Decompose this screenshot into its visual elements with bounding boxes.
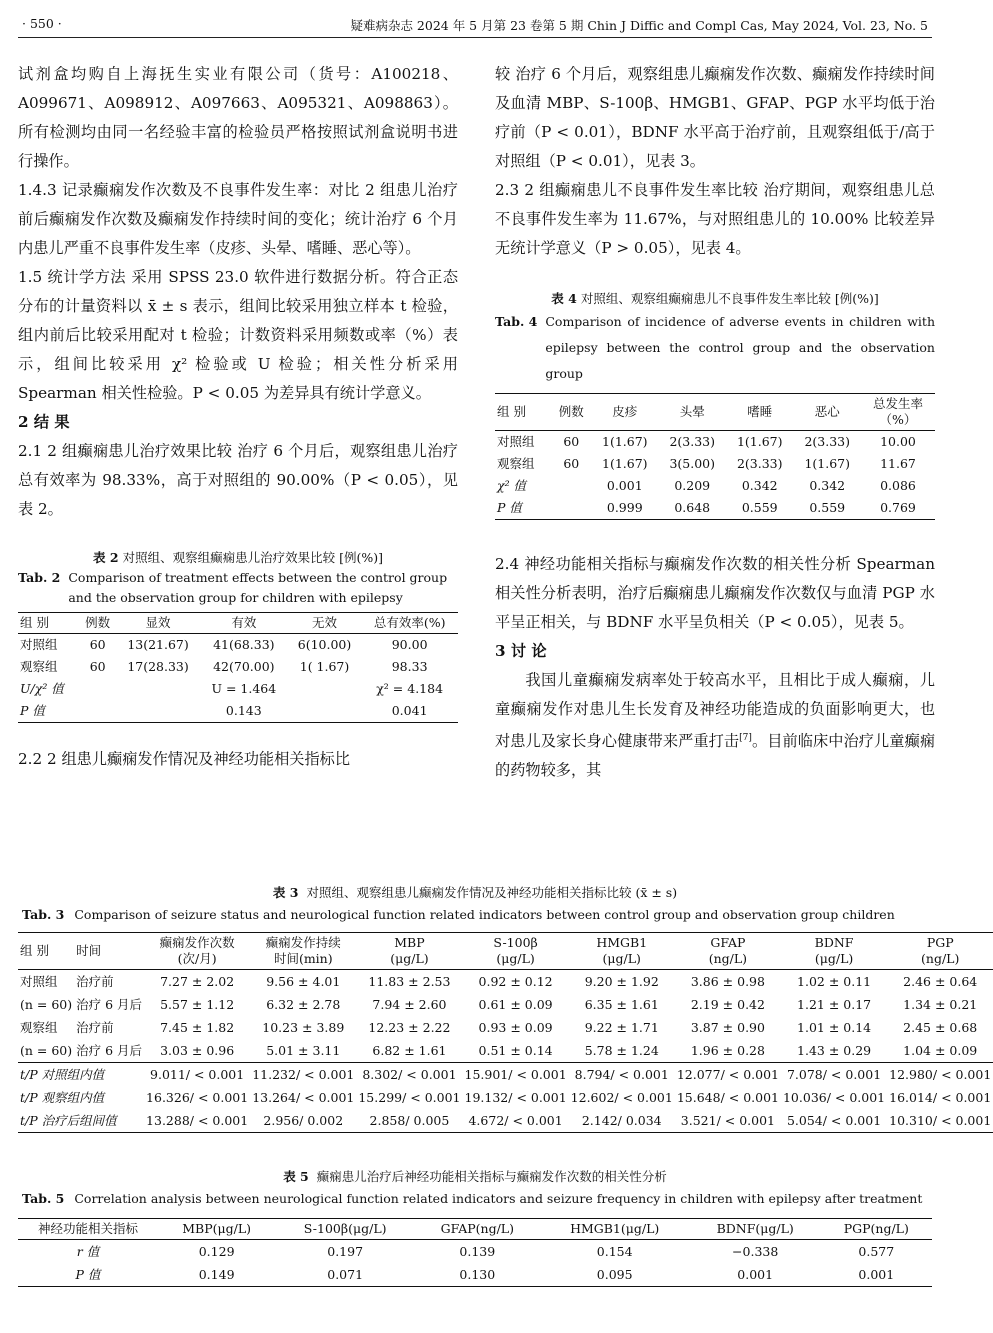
table-header: 总有效率(%) (361, 613, 458, 634)
table-cell: 0.143 (225, 703, 262, 718)
table-cell: 9.22 ± 1.71 (584, 1020, 659, 1035)
table-cell: 12.980/ < 0.001 (889, 1067, 992, 1082)
table-4-label-en: Tab. 4 (495, 314, 538, 329)
table-header: PGP(ng/L) (821, 1219, 932, 1240)
table-row (18, 634, 458, 657)
table-cell: 2(3.33) (804, 434, 850, 449)
table-cell: 19.132/ < 0.001 (464, 1090, 567, 1105)
table-cell: 0.342 (809, 478, 846, 493)
table-cell: 0.61 ± 0.09 (478, 997, 553, 1012)
table-cell: 1(1.67) (736, 434, 783, 449)
table-4-title: 对照组、观察组癫痫患儿不良事件发生率比较 [例(%)] (580, 291, 879, 306)
citation-reference[interactable]: [7] (739, 733, 752, 743)
section-2-4-heading: 2.4 神经功能相关指标与癫痫发作次数的相关性分析 (495, 555, 852, 573)
running-header (18, 14, 932, 38)
table-header: 时间 (74, 933, 144, 970)
table-cell: 11.232/ < 0.001 (252, 1067, 355, 1082)
table-header: 头晕 (659, 394, 726, 431)
table-header: 组 别 (18, 613, 79, 634)
table-row (18, 970, 993, 994)
table-header: 组 别 (495, 394, 552, 431)
table-cell: χ² 值 (497, 478, 527, 493)
table-cell: 0.999 (606, 500, 643, 515)
table-cell: −0.338 (732, 1244, 779, 1259)
table-cell: 0.154 (596, 1244, 633, 1259)
table-3-title: 对照组、观察组患儿癫痫发作情况及神经功能相关指标比较 (x̄ ± s) (306, 885, 678, 900)
table-cell: t/P 观察组内值 (20, 1090, 105, 1105)
table-cell: 1.21 ± 0.17 (797, 997, 872, 1012)
table-cell: 10.310/ < 0.001 (889, 1113, 992, 1128)
table-row (18, 1063, 993, 1087)
section-2-1 (18, 437, 458, 524)
table-cell: 0.130 (459, 1267, 496, 1282)
table-2-title: 对照组、观察组癫痫患儿治疗效果比较 [例(%)] (122, 550, 383, 565)
table-cell: 17(28.33) (127, 659, 189, 674)
table-cell: (n = 60) (20, 1043, 73, 1058)
table-header: PGP (ng/L) (887, 933, 993, 970)
table-cell: 60 (563, 456, 580, 471)
table-3-label-en: Tab. 3 (22, 907, 65, 922)
section-2-heading: 2 结 果 (18, 413, 70, 431)
table-header: GFAP(ng/L) (415, 1219, 540, 1240)
table-cell: 1(1.67) (602, 434, 648, 449)
table-row (18, 1109, 993, 1133)
table-cell: 2.46 ± 0.64 (903, 974, 978, 989)
table-cell: 3(5.00) (669, 456, 716, 471)
table-cell: 治疗前 (76, 1020, 114, 1035)
table-cell: 2.19 ± 0.42 (690, 997, 765, 1012)
table-2-block (18, 548, 458, 723)
table-cell: 0.209 (674, 478, 711, 493)
table-cell: 98.33 (391, 659, 428, 674)
table-header: MBP(μg/L) (158, 1219, 275, 1240)
table-header: GFAP (ng/L) (675, 933, 781, 970)
table-cell: 60 (563, 434, 580, 449)
table-5-label: 表 5 (283, 1169, 309, 1184)
table-cell: 1.02 ± 0.11 (797, 974, 872, 989)
table-header: 组 别 (18, 933, 74, 970)
table-cell: 0.93 ± 0.09 (478, 1020, 553, 1035)
table-cell: 15.648/ < 0.001 (676, 1090, 779, 1105)
table-cell: 0.577 (858, 1244, 895, 1259)
table-3-block (18, 932, 992, 1133)
table-5-block (18, 1218, 932, 1287)
table-4 (495, 393, 935, 520)
table-header: HMGB1(μg/L) (540, 1219, 690, 1240)
table-cell: r 值 (76, 1244, 100, 1259)
section-1-4-3-body: 对比 2 组患儿治疗前后癫痫发作次数及癫痫发作持续时间的变化；统计治疗 6 个月内患儿严重不良事件发生率（皮疹、头晕、嗜睡、恶心等）。 (18, 181, 458, 257)
table-header: BDNF (μg/L) (781, 933, 887, 970)
table-cell: 观察组 (20, 1020, 58, 1035)
section-2-3 (495, 176, 935, 263)
table-cell: 12.602/ < 0.001 (570, 1090, 673, 1105)
table-row (495, 497, 935, 520)
table-5-caption (18, 1166, 932, 1210)
table-cell: P 值 (20, 703, 45, 718)
table-row (18, 700, 458, 723)
table-cell: 7.45 ± 1.82 (160, 1020, 235, 1035)
table-cell: 治疗前 (76, 974, 114, 989)
table-header: S-100β(μg/L) (275, 1219, 415, 1240)
table-row (18, 1039, 993, 1063)
table-cell: 0.086 (880, 478, 916, 493)
table-cell: 7.078/ < 0.001 (786, 1067, 882, 1082)
table-2-title-en: Comparison of treatment effects between the control group and the observation group for children with epilepsy (68, 570, 448, 605)
table-cell: 0.001 (737, 1267, 774, 1282)
table-cell: 0.648 (674, 500, 711, 515)
table-cell: 16.326/ < 0.001 (146, 1090, 249, 1105)
table-header: 神经功能相关指标 (18, 1219, 158, 1240)
table-cell (552, 475, 592, 497)
section-1-5 (18, 263, 458, 408)
section-3-body (495, 666, 935, 785)
table-row (18, 993, 993, 1016)
table-header: 嗜睡 (726, 394, 793, 431)
table-cell: 41(68.33) (213, 637, 275, 652)
discussion-text-tail: 。目前临床中治疗儿童癫痫的药物较多，其 (495, 732, 936, 780)
section-1-4-3 (18, 176, 458, 263)
table-cell: 12.23 ± 2.22 (368, 1020, 451, 1035)
table-cell: 16.014/ < 0.001 (889, 1090, 992, 1105)
table-row (18, 1086, 993, 1109)
table-cell: 6.82 ± 1.61 (372, 1043, 447, 1058)
table-4-caption (495, 289, 935, 387)
table-cell: 13.288/ < 0.001 (146, 1113, 249, 1128)
table-header: MBP (μg/L) (356, 933, 462, 970)
table-row (18, 678, 458, 700)
table-header: 皮疹 (591, 394, 658, 431)
table-cell: 0.51 ± 0.14 (478, 1043, 553, 1058)
table-cell: 2(3.33) (736, 456, 783, 471)
table-cell: 对照组 (20, 637, 58, 652)
table-cell: 2.858/ 0.005 (369, 1113, 450, 1128)
section-2-1-body: 治疗 6 个月后，观察组患儿治疗总有效率为 98.33%，高于对照组的 90.00%（P < 0.05），见表 2。 (18, 442, 458, 518)
table-header: 例数 (552, 394, 592, 431)
section-1-5-body: 采用 SPSS 23.0 软件进行数据分析。符合正态分布的计量资料以 x̄ ± s 表示，组间比较采用独立样本 t 检验，组内前后比较采用配对 t 检验；计数资料采用频数或率（%）表示，组间比较采用 χ² 检验或 U 检验；相关性分析采用 Spearman 相关性检验。P < 0.05 为差异具有统计学意义。 (18, 268, 459, 402)
table-cell: 0.769 (880, 500, 916, 515)
table-header: 癫痫发作次数 (次/月) (144, 933, 250, 970)
table-cell: 60 (89, 659, 106, 674)
table-cell: 对照组 (20, 974, 58, 989)
table-4-block (495, 289, 935, 520)
table-cell: 治疗 6 月后 (76, 997, 143, 1012)
table-cell: 0.095 (596, 1267, 633, 1282)
table-cell: 1.04 ± 0.09 (903, 1043, 978, 1058)
table-cell: 3.03 ± 0.96 (160, 1043, 235, 1058)
table-cell: 2(3.33) (669, 434, 716, 449)
table-cell: 13(21.67) (127, 637, 189, 652)
table-cell: 0.001 (606, 478, 643, 493)
table-cell: 12.077/ < 0.001 (676, 1067, 779, 1082)
table-5-label-en: Tab. 5 (22, 1191, 65, 1206)
table-cell: 6.32 ± 2.78 (266, 997, 341, 1012)
table-cell: 1(1.67) (804, 456, 850, 471)
table-cell: 8.794/ < 0.001 (574, 1067, 669, 1082)
table-cell: 0.342 (741, 478, 778, 493)
table-cell: 10.00 (880, 434, 916, 449)
table-cell: 观察组 (497, 456, 535, 471)
table-cell: 1( 1.67) (299, 659, 350, 674)
table-cell: 60 (89, 637, 106, 652)
table-cell: 5.054/ < 0.001 (786, 1113, 882, 1128)
table-5-title-en: Correlation analysis between neurological function related indicators and seizure frequency in children with epilepsy after treatment (74, 1191, 923, 1206)
table-cell: 治疗 6 月后 (76, 1043, 143, 1058)
table-cell: 1.34 ± 0.21 (903, 997, 978, 1012)
table-cell: 42(70.00) (213, 659, 275, 674)
section-1-4-3-heading: 1.4.3 记录癫痫发作次数及不良事件发生率： (18, 181, 329, 199)
table-cell: 15.901/ < 0.001 (464, 1067, 567, 1082)
section-1-5-heading: 1.5 统计学方法 (18, 268, 127, 286)
table-cell: 11.83 ± 2.53 (368, 974, 451, 989)
table-cell: 0.559 (809, 500, 846, 515)
table-2 (18, 612, 458, 723)
table-row (495, 431, 935, 454)
table-2-label: 表 2 (93, 550, 119, 565)
table-header: 癫痫发作持续 时间(min) (250, 933, 356, 970)
table-3-caption (18, 882, 932, 926)
table-cell: 0.559 (741, 500, 778, 515)
table-cell: 1(1.67) (602, 456, 648, 471)
left-column (18, 60, 458, 774)
section-2-4-body: Spearman 相关性分析表明，治疗后癫痫患儿癫痫发作次数仅与血清 PGP 水平呈正相关，与 BDNF 水平呈负相关（P < 0.05），见表 5。 (495, 555, 935, 631)
section-3-heading: 3 讨 论 (495, 642, 547, 660)
table-cell: 1.96 ± 0.28 (690, 1043, 765, 1058)
table-cell: 3.87 ± 0.90 (690, 1020, 765, 1035)
table-3-title-en: Comparison of seizure status and neurological function related indicators between control group and observation group children (74, 907, 895, 922)
table-5 (18, 1218, 932, 1287)
table-cell: 90.00 (391, 637, 428, 652)
discussion-text: 我国儿童癫痫发病率处于较高水平，且相比于成人癫痫，儿童癫痫发作对患儿生长发育及神经功能造成的负面影响更大，也对患儿及家长身心健康带来严重打击 (495, 671, 935, 751)
table-header: 显效 (116, 613, 200, 634)
table-cell: 10.036/ < 0.001 (782, 1090, 886, 1105)
page-number: · 550 · (22, 16, 62, 31)
table-header: 恶心 (793, 394, 861, 431)
reagent-paragraph: 试剂盒均购自上海抚生实业有限公司（货号：A100218、A099671、A098912、A097663、A095321、A098863）。所有检测均由同一名经验丰富的检验员严格按照试剂盒说明书进行操作。 (18, 65, 458, 170)
table-cell: 8.302/ < 0.001 (362, 1067, 457, 1082)
table-cell: 5.01 ± 3.11 (266, 1043, 341, 1058)
table-cell: t/P 治疗后组间值 (20, 1113, 117, 1128)
table-4-label: 表 4 (551, 291, 577, 306)
table-header: 有效 (200, 613, 288, 634)
table-header: S-100β (μg/L) (463, 933, 569, 970)
section-2-1-heading: 2.1 2 组癫痫患儿治疗效果比较 (18, 442, 233, 460)
table-row (495, 453, 935, 475)
table-row (495, 475, 935, 497)
table-cell: 0.041 (391, 703, 428, 718)
table-header: 无效 (288, 613, 362, 634)
section-2-2-heading: 2.2 2 组患儿癫痫发作情况及神经功能相关指标比 (18, 750, 351, 768)
section-2-3-heading: 2.3 2 组癫痫患儿不良事件发生率比较 (495, 181, 759, 199)
table-2-label-en: Tab. 2 (18, 570, 61, 585)
table-cell: 4.672/ < 0.001 (468, 1113, 563, 1128)
section-2-3-body: 治疗期间，观察组患儿总不良事件发生率为 11.67%，与对照组患儿的 10.00% 比较差异无统计学意义（P > 0.05），见表 4。 (495, 181, 935, 257)
table-row (18, 1016, 993, 1039)
table-cell: 1.43 ± 0.29 (797, 1043, 872, 1058)
table-cell: U = 1.464 (211, 681, 277, 696)
table-header: HMGB1 (μg/L) (569, 933, 675, 970)
table-cell: (n = 60) (20, 997, 73, 1012)
table-cell: 3.86 ± 0.98 (690, 974, 765, 989)
table-cell: 5.78 ± 1.24 (584, 1043, 659, 1058)
table-cell: 6(10.00) (297, 637, 352, 652)
table-row (18, 656, 458, 678)
journal-citation: 疑难病杂志 2024 年 5 月第 23 卷第 5 期 Chin J Diffic and Compl Cas, May 2024, Vol. 23, No. 5 (350, 18, 928, 33)
table-header: BDNF(μg/L) (690, 1219, 821, 1240)
table-3 (18, 932, 993, 1133)
table-cell: 0.92 ± 0.12 (478, 974, 553, 989)
table-cell: χ² = 4.184 (376, 681, 444, 696)
table-cell: 15.299/ < 0.001 (358, 1090, 461, 1105)
table-cell: 7.94 ± 2.60 (372, 997, 447, 1012)
right-column (495, 60, 935, 785)
table-cell: 5.57 ± 1.12 (160, 997, 235, 1012)
table-cell: 2.142/ 0.034 (581, 1113, 662, 1128)
table-cell: 9.011/ < 0.001 (150, 1067, 245, 1082)
table-5-title: 癫痫患儿治疗后神经功能相关指标与癫痫发作次数的相关性分析 (316, 1169, 667, 1184)
table-cell: U/χ² 值 (20, 681, 64, 696)
table-cell: 0.071 (327, 1267, 364, 1282)
table-4-title-en: Comparison of incidence of adverse events in children with epilepsy between the control group and the observation group (545, 314, 935, 381)
table-cell: P 值 (75, 1267, 101, 1282)
table-cell: 11.67 (880, 456, 916, 471)
table-row (18, 1240, 932, 1264)
table-cell: 对照组 (497, 434, 535, 449)
section-2-4 (495, 550, 935, 637)
table-cell (552, 497, 592, 520)
table-3-label: 表 3 (272, 885, 299, 900)
table-cell: 6.35 ± 1.61 (584, 997, 659, 1012)
table-header: 总发生率（%） (861, 394, 935, 431)
table-cell: 13.264/ < 0.001 (252, 1090, 355, 1105)
table-cell: 0.197 (327, 1244, 364, 1259)
table-cell: 0.129 (198, 1244, 235, 1259)
table-cell: 2.45 ± 0.68 (903, 1020, 978, 1035)
table-cell: 3.521/ < 0.001 (680, 1113, 775, 1128)
table-cell: 0.149 (198, 1267, 235, 1282)
table-cell: 2.956/ 0.002 (263, 1113, 344, 1128)
table-cell: t/P 对照组内值 (20, 1067, 105, 1082)
section-2-2-body: 较 治疗 6 个月后，观察组患儿癫痫发作次数、癫痫发作持续时间及血清 MBP、S-100β、HMGB1、GFAP、PGP 水平均低于治疗前（P < 0.01），BDNF 水平高于治疗前，且观察组低于/高于对照组（P < 0.01），见表 3。 (495, 65, 935, 170)
table-cell: 0.139 (459, 1244, 496, 1259)
table-cell: 观察组 (20, 659, 58, 674)
table-cell: 0.001 (858, 1267, 895, 1282)
table-cell: 7.27 ± 2.02 (160, 974, 235, 989)
table-cell: 9.56 ± 4.01 (266, 974, 341, 989)
table-header: 例数 (79, 613, 116, 634)
table-cell: 10.23 ± 3.89 (262, 1020, 345, 1035)
table-row (18, 1263, 932, 1287)
table-cell: 9.20 ± 1.92 (584, 974, 659, 989)
table-cell: 1.01 ± 0.14 (797, 1020, 872, 1035)
table-cell: P 值 (497, 500, 522, 515)
table-2-caption (18, 548, 458, 608)
